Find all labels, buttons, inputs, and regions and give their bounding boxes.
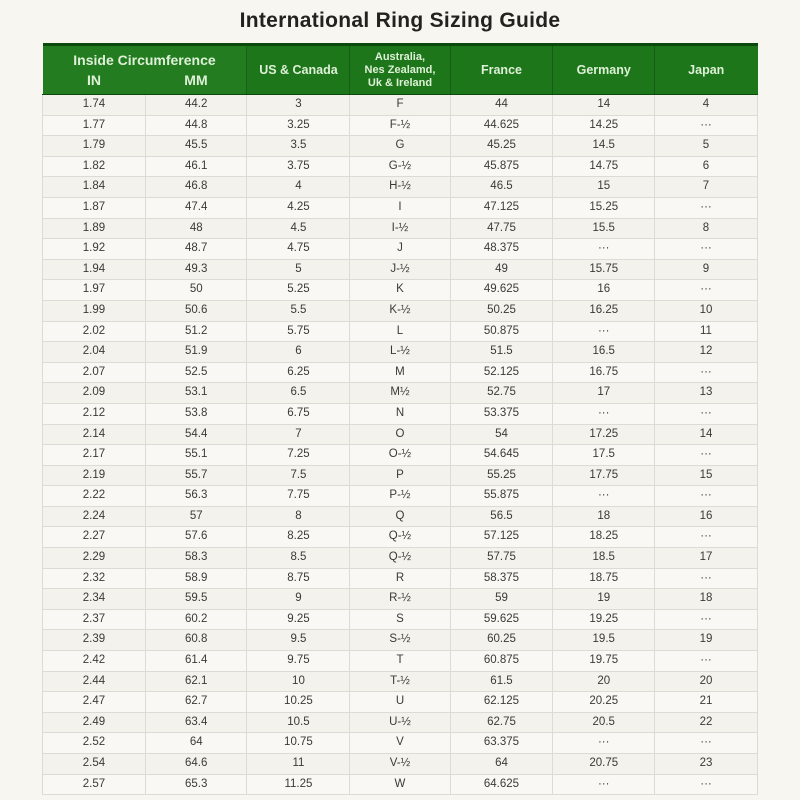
cell-germany: 16.5 <box>553 342 655 363</box>
cell-japan: 13 <box>654 383 757 404</box>
header-aus-line1: Australia, <box>374 50 426 63</box>
ring-size-table <box>42 43 758 795</box>
cell-germany: 18.5 <box>553 548 655 569</box>
cell-france: 44.625 <box>450 115 553 136</box>
table-row <box>43 259 758 280</box>
cell-aus-nz-uk: L-½ <box>350 342 450 363</box>
cell-germany: 20 <box>553 671 655 692</box>
cell-in: 1.92 <box>43 239 146 260</box>
cell-france: 46.5 <box>450 177 553 198</box>
cell-france: 55.25 <box>450 465 553 486</box>
table-row <box>43 197 758 218</box>
cell-us-canada: 5.25 <box>247 280 350 301</box>
cell-us-canada: 10.5 <box>247 712 350 733</box>
cell-us-canada: 8.25 <box>247 527 350 548</box>
cell-mm: 44.8 <box>145 115 247 136</box>
cell-aus-nz-uk: U-½ <box>350 712 450 733</box>
cell-us-canada: 6 <box>247 342 350 363</box>
table-row <box>43 548 758 569</box>
cell-japan: ··· <box>654 362 757 383</box>
table-row <box>43 671 758 692</box>
cell-japan: ··· <box>654 445 757 466</box>
cell-japan: 6 <box>654 156 757 177</box>
cell-us-canada: 7 <box>247 424 350 445</box>
cell-france: 64.625 <box>450 774 553 795</box>
cell-us-canada: 10.75 <box>247 733 350 754</box>
cell-aus-nz-uk: F-½ <box>350 115 450 136</box>
cell-japan: ··· <box>654 486 757 507</box>
cell-france: 52.125 <box>450 362 553 383</box>
cell-us-canada: 4.25 <box>247 197 350 218</box>
cell-germany: ··· <box>553 486 655 507</box>
header-france: France <box>450 45 553 95</box>
cell-france: 58.375 <box>450 568 553 589</box>
cell-japan: 21 <box>654 692 757 713</box>
cell-germany: ··· <box>553 239 655 260</box>
cell-france: 55.875 <box>450 486 553 507</box>
cell-in: 2.04 <box>43 342 146 363</box>
cell-in: 2.42 <box>43 651 146 672</box>
cell-japan: 12 <box>654 342 757 363</box>
cell-in: 2.39 <box>43 630 146 651</box>
cell-us-canada: 7.5 <box>247 465 350 486</box>
cell-japan: 8 <box>654 218 757 239</box>
cell-in: 1.79 <box>43 136 146 157</box>
cell-germany: 15 <box>553 177 655 198</box>
table-row <box>43 754 758 775</box>
cell-mm: 56.3 <box>145 486 247 507</box>
cell-in: 1.84 <box>43 177 146 198</box>
cell-aus-nz-uk: L <box>350 321 450 342</box>
cell-japan: ··· <box>654 115 757 136</box>
cell-mm: 60.2 <box>145 609 247 630</box>
cell-mm: 57 <box>145 506 247 527</box>
cell-germany: 15.25 <box>553 197 655 218</box>
cell-us-canada: 10.25 <box>247 692 350 713</box>
cell-aus-nz-uk: P <box>350 465 450 486</box>
cell-mm: 45.5 <box>145 136 247 157</box>
cell-germany: ··· <box>553 403 655 424</box>
cell-aus-nz-uk: Q <box>350 506 450 527</box>
table-row <box>43 239 758 260</box>
table-row <box>43 362 758 383</box>
cell-us-canada: 8.75 <box>247 568 350 589</box>
cell-japan: 20 <box>654 671 757 692</box>
cell-france: 56.5 <box>450 506 553 527</box>
cell-germany: 16.75 <box>553 362 655 383</box>
cell-france: 53.375 <box>450 403 553 424</box>
page-title: International Ring Sizing Guide <box>239 9 561 32</box>
header-inside-circumference: Inside Circumference <box>43 45 247 71</box>
table-row <box>43 486 758 507</box>
cell-in: 2.47 <box>43 692 146 713</box>
cell-japan: ··· <box>654 527 757 548</box>
cell-germany: 17.25 <box>553 424 655 445</box>
cell-france: 45.875 <box>450 156 553 177</box>
cell-aus-nz-uk: O <box>350 424 450 445</box>
cell-france: 54 <box>450 424 553 445</box>
cell-france: 54.645 <box>450 445 553 466</box>
cell-france: 49 <box>450 259 553 280</box>
cell-japan: ··· <box>654 733 757 754</box>
cell-mm: 50 <box>145 280 247 301</box>
cell-aus-nz-uk: S-½ <box>350 630 450 651</box>
cell-mm: 65.3 <box>145 774 247 795</box>
cell-us-canada: 7.25 <box>247 445 350 466</box>
cell-mm: 59.5 <box>145 589 247 610</box>
cell-aus-nz-uk: I-½ <box>350 218 450 239</box>
cell-mm: 53.1 <box>145 383 247 404</box>
cell-in: 2.49 <box>43 712 146 733</box>
cell-aus-nz-uk: N <box>350 403 450 424</box>
ring-size-table-container <box>42 43 758 795</box>
cell-mm: 63.4 <box>145 712 247 733</box>
table-row <box>43 218 758 239</box>
table-row <box>43 95 758 116</box>
cell-in: 2.27 <box>43 527 146 548</box>
cell-mm: 44.2 <box>145 95 247 116</box>
cell-in: 2.09 <box>43 383 146 404</box>
cell-us-canada: 5.75 <box>247 321 350 342</box>
cell-us-canada: 3.75 <box>247 156 350 177</box>
cell-japan: ··· <box>654 197 757 218</box>
cell-mm: 54.4 <box>145 424 247 445</box>
table-row <box>43 383 758 404</box>
cell-germany: 17.75 <box>553 465 655 486</box>
cell-japan: ··· <box>654 651 757 672</box>
cell-mm: 55.7 <box>145 465 247 486</box>
cell-aus-nz-uk: M <box>350 362 450 383</box>
cell-france: 59.625 <box>450 609 553 630</box>
cell-germany: 18.25 <box>553 527 655 548</box>
cell-japan: 15 <box>654 465 757 486</box>
cell-mm: 48 <box>145 218 247 239</box>
cell-aus-nz-uk: M½ <box>350 383 450 404</box>
cell-us-canada: 9.5 <box>247 630 350 651</box>
table-row <box>43 774 758 795</box>
cell-in: 2.02 <box>43 321 146 342</box>
cell-france: 63.375 <box>450 733 553 754</box>
cell-mm: 46.8 <box>145 177 247 198</box>
cell-us-canada: 11 <box>247 754 350 775</box>
cell-mm: 64.6 <box>145 754 247 775</box>
cell-france: 44 <box>450 95 553 116</box>
cell-aus-nz-uk: G-½ <box>350 156 450 177</box>
cell-us-canada: 7.75 <box>247 486 350 507</box>
cell-germany: 14 <box>553 95 655 116</box>
cell-mm: 51.2 <box>145 321 247 342</box>
table-row <box>43 609 758 630</box>
table-row <box>43 527 758 548</box>
header-aus-line3: Uk & Ireland <box>367 76 433 89</box>
cell-us-canada: 10 <box>247 671 350 692</box>
cell-germany: 19.75 <box>553 651 655 672</box>
table-row <box>43 136 758 157</box>
cell-france: 45.25 <box>450 136 553 157</box>
cell-aus-nz-uk: U <box>350 692 450 713</box>
table-row <box>43 465 758 486</box>
cell-japan: 10 <box>654 300 757 321</box>
cell-japan: 11 <box>654 321 757 342</box>
cell-mm: 58.3 <box>145 548 247 569</box>
cell-aus-nz-uk: F <box>350 95 450 116</box>
cell-mm: 46.1 <box>145 156 247 177</box>
cell-aus-nz-uk: K <box>350 280 450 301</box>
cell-in: 2.19 <box>43 465 146 486</box>
cell-aus-nz-uk: J-½ <box>350 259 450 280</box>
cell-in: 2.22 <box>43 486 146 507</box>
cell-aus-nz-uk: G <box>350 136 450 157</box>
cell-in: 2.24 <box>43 506 146 527</box>
cell-mm: 57.6 <box>145 527 247 548</box>
cell-us-canada: 8 <box>247 506 350 527</box>
cell-japan: 18 <box>654 589 757 610</box>
cell-in: 1.74 <box>43 95 146 116</box>
cell-france: 57.75 <box>450 548 553 569</box>
cell-us-canada: 3 <box>247 95 350 116</box>
cell-germany: 19.25 <box>553 609 655 630</box>
cell-in: 2.37 <box>43 609 146 630</box>
cell-france: 50.875 <box>450 321 553 342</box>
cell-aus-nz-uk: I <box>350 197 450 218</box>
table-row <box>43 280 758 301</box>
cell-mm: 47.4 <box>145 197 247 218</box>
cell-japan: 9 <box>654 259 757 280</box>
cell-france: 61.5 <box>450 671 553 692</box>
cell-japan: 4 <box>654 95 757 116</box>
cell-germany: ··· <box>553 774 655 795</box>
cell-us-canada: 6.75 <box>247 403 350 424</box>
cell-us-canada: 4.5 <box>247 218 350 239</box>
cell-japan: 14 <box>654 424 757 445</box>
cell-mm: 60.8 <box>145 630 247 651</box>
cell-japan: ··· <box>654 774 757 795</box>
cell-in: 2.17 <box>43 445 146 466</box>
cell-mm: 52.5 <box>145 362 247 383</box>
cell-us-canada: 6.5 <box>247 383 350 404</box>
header-japan: Japan <box>654 45 757 95</box>
cell-germany: 16 <box>553 280 655 301</box>
cell-us-canada: 11.25 <box>247 774 350 795</box>
cell-aus-nz-uk: P-½ <box>350 486 450 507</box>
cell-japan: ··· <box>654 403 757 424</box>
cell-japan: ··· <box>654 280 757 301</box>
cell-germany: 19.5 <box>553 630 655 651</box>
cell-aus-nz-uk: V-½ <box>350 754 450 775</box>
cell-mm: 61.4 <box>145 651 247 672</box>
cell-in: 1.89 <box>43 218 146 239</box>
table-row <box>43 445 758 466</box>
table-row <box>43 692 758 713</box>
cell-japan: 22 <box>654 712 757 733</box>
cell-germany: 18.75 <box>553 568 655 589</box>
cell-france: 51.5 <box>450 342 553 363</box>
cell-aus-nz-uk: O-½ <box>350 445 450 466</box>
cell-in: 2.14 <box>43 424 146 445</box>
table-row <box>43 156 758 177</box>
cell-aus-nz-uk: Q-½ <box>350 527 450 548</box>
cell-in: 2.29 <box>43 548 146 569</box>
cell-france: 60.25 <box>450 630 553 651</box>
cell-in: 2.57 <box>43 774 146 795</box>
cell-france: 62.125 <box>450 692 553 713</box>
cell-aus-nz-uk: H-½ <box>350 177 450 198</box>
cell-us-canada: 9.75 <box>247 651 350 672</box>
cell-france: 50.25 <box>450 300 553 321</box>
table-row <box>43 506 758 527</box>
cell-germany: 17.5 <box>553 445 655 466</box>
cell-in: 1.97 <box>43 280 146 301</box>
cell-aus-nz-uk: V <box>350 733 450 754</box>
cell-germany: 14.75 <box>553 156 655 177</box>
cell-us-canada: 4 <box>247 177 350 198</box>
cell-aus-nz-uk: S <box>350 609 450 630</box>
cell-germany: 15.75 <box>553 259 655 280</box>
cell-in: 1.99 <box>43 300 146 321</box>
cell-aus-nz-uk: K-½ <box>350 300 450 321</box>
table-row <box>43 403 758 424</box>
cell-germany: 19 <box>553 589 655 610</box>
cell-germany: 14.5 <box>553 136 655 157</box>
cell-france: 62.75 <box>450 712 553 733</box>
table-row <box>43 321 758 342</box>
cell-in: 2.52 <box>43 733 146 754</box>
cell-us-canada: 9.25 <box>247 609 350 630</box>
cell-mm: 50.6 <box>145 300 247 321</box>
cell-us-canada: 5 <box>247 259 350 280</box>
table-row <box>43 300 758 321</box>
cell-in: 1.87 <box>43 197 146 218</box>
cell-in: 1.77 <box>43 115 146 136</box>
table-row <box>43 630 758 651</box>
cell-mm: 55.1 <box>145 445 247 466</box>
cell-france: 60.875 <box>450 651 553 672</box>
cell-japan: ··· <box>654 609 757 630</box>
cell-in: 2.44 <box>43 671 146 692</box>
header-us-canada: US & Canada <box>247 45 350 95</box>
header-aus-nz-uk <box>350 45 450 95</box>
header-aus-line2: Nes Zealamd, <box>364 63 436 76</box>
cell-us-canada: 9 <box>247 589 350 610</box>
cell-france: 64 <box>450 754 553 775</box>
cell-aus-nz-uk: Q-½ <box>350 548 450 569</box>
cell-germany: 20.25 <box>553 692 655 713</box>
table-header <box>43 45 758 95</box>
table-row <box>43 115 758 136</box>
header-mm: MM <box>145 70 247 95</box>
cell-us-canada: 3.5 <box>247 136 350 157</box>
cell-germany: 16.25 <box>553 300 655 321</box>
header-in: IN <box>43 70 146 95</box>
cell-germany: 20.5 <box>553 712 655 733</box>
cell-us-canada: 5.5 <box>247 300 350 321</box>
cell-in: 2.34 <box>43 589 146 610</box>
cell-aus-nz-uk: T-½ <box>350 671 450 692</box>
cell-germany: 14.25 <box>553 115 655 136</box>
table-row <box>43 651 758 672</box>
cell-in: 2.32 <box>43 568 146 589</box>
table-row <box>43 733 758 754</box>
table-row <box>43 424 758 445</box>
table-row <box>43 342 758 363</box>
cell-in: 1.82 <box>43 156 146 177</box>
cell-japan: 17 <box>654 548 757 569</box>
cell-mm: 53.8 <box>145 403 247 424</box>
cell-japan: 23 <box>654 754 757 775</box>
cell-us-canada: 8.5 <box>247 548 350 569</box>
cell-in: 2.54 <box>43 754 146 775</box>
cell-japan: ··· <box>654 239 757 260</box>
cell-aus-nz-uk: W <box>350 774 450 795</box>
table-row <box>43 712 758 733</box>
cell-france: 47.75 <box>450 218 553 239</box>
cell-in: 1.94 <box>43 259 146 280</box>
cell-france: 52.75 <box>450 383 553 404</box>
cell-france: 59 <box>450 589 553 610</box>
cell-france: 47.125 <box>450 197 553 218</box>
cell-mm: 51.9 <box>145 342 247 363</box>
cell-germany: 17 <box>553 383 655 404</box>
cell-mm: 58.9 <box>145 568 247 589</box>
cell-us-canada: 3.25 <box>247 115 350 136</box>
cell-japan: 5 <box>654 136 757 157</box>
table-row <box>43 568 758 589</box>
cell-aus-nz-uk: R <box>350 568 450 589</box>
cell-france: 57.125 <box>450 527 553 548</box>
table-row <box>43 589 758 610</box>
cell-aus-nz-uk: T <box>350 651 450 672</box>
cell-japan: 7 <box>654 177 757 198</box>
cell-mm: 62.7 <box>145 692 247 713</box>
cell-mm: 49.3 <box>145 259 247 280</box>
cell-in: 2.12 <box>43 403 146 424</box>
cell-germany: ··· <box>553 733 655 754</box>
cell-france: 49.625 <box>450 280 553 301</box>
cell-us-canada: 6.25 <box>247 362 350 383</box>
cell-aus-nz-uk: R-½ <box>350 589 450 610</box>
header-germany: Germany <box>553 45 655 95</box>
table-body <box>43 95 758 795</box>
cell-germany: 20.75 <box>553 754 655 775</box>
cell-aus-nz-uk: J <box>350 239 450 260</box>
cell-germany: ··· <box>553 321 655 342</box>
table-row <box>43 177 758 198</box>
cell-japan: ··· <box>654 568 757 589</box>
cell-mm: 48.7 <box>145 239 247 260</box>
cell-mm: 64 <box>145 733 247 754</box>
cell-japan: 19 <box>654 630 757 651</box>
cell-germany: 15.5 <box>553 218 655 239</box>
cell-mm: 62.1 <box>145 671 247 692</box>
cell-france: 48.375 <box>450 239 553 260</box>
cell-japan: 16 <box>654 506 757 527</box>
cell-us-canada: 4.75 <box>247 239 350 260</box>
cell-germany: 18 <box>553 506 655 527</box>
cell-in: 2.07 <box>43 362 146 383</box>
